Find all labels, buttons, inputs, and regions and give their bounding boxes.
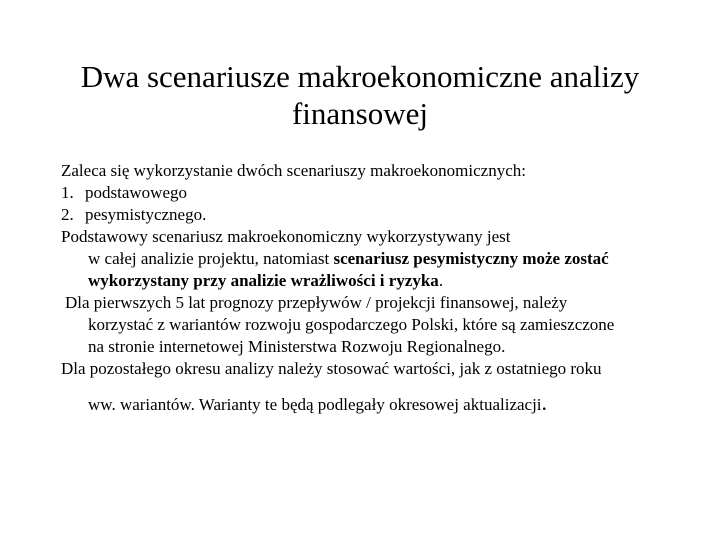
paragraph-3-line-2 — [61, 392, 681, 416]
list-text: podstawowego — [85, 183, 187, 202]
list-item — [61, 204, 681, 226]
paragraph-1-bold: scenariusz pesymistyczny może zostać — [333, 249, 609, 268]
slide-title — [40, 58, 680, 132]
paragraph-2-line-2: korzystać z wariantów rozwoju gospodarczego Polski, które są zamieszczone — [88, 315, 615, 334]
paragraph-2-line-1: Dla pierwszych 5 lat prognozy przepływów / projekcji finansowej, należy — [65, 293, 568, 312]
paragraph-1-line-1: Podstawowy scenariusz makroekonomiczny wykorzystywany jest — [61, 227, 511, 246]
paragraph-2-line-3: na stronie internetowej Ministerstwa Rozwoju Regionalnego. — [88, 337, 506, 356]
paragraph-1-bold-cont: wykorzystany przy analizie wrażliwości i ryzyka — [88, 271, 439, 290]
paragraph-3-line-1: Dla pozostałego okresu analizy należy stosować wartości, jak z ostatniego roku — [61, 359, 602, 378]
paragraph-3-text: ww. wariantów. Warianty te będą podlegały okresowej aktualizacji — [88, 395, 542, 414]
paragraph-1-line-2 — [61, 248, 681, 270]
list-number: 1. — [61, 183, 74, 202]
list-text: pesymistycznego. — [85, 205, 207, 224]
title-line-2: finansowej — [291, 96, 429, 131]
list-number: 2. — [61, 205, 74, 224]
slide-body — [61, 160, 681, 416]
paragraph-3-end: . — [541, 390, 548, 415]
paragraph-1-end: . — [438, 271, 444, 290]
intro-text: Zaleca się wykorzystanie dwóch scenariuszy makroekonomicznych: — [61, 161, 526, 180]
list-item — [61, 182, 681, 204]
paragraph-1-line-3 — [61, 270, 681, 292]
title-line-1: Dwa scenariusze makroekonomiczne analizy — [80, 59, 640, 94]
paragraph-1-plain: w całej analizie projektu, natomiast — [88, 249, 334, 268]
